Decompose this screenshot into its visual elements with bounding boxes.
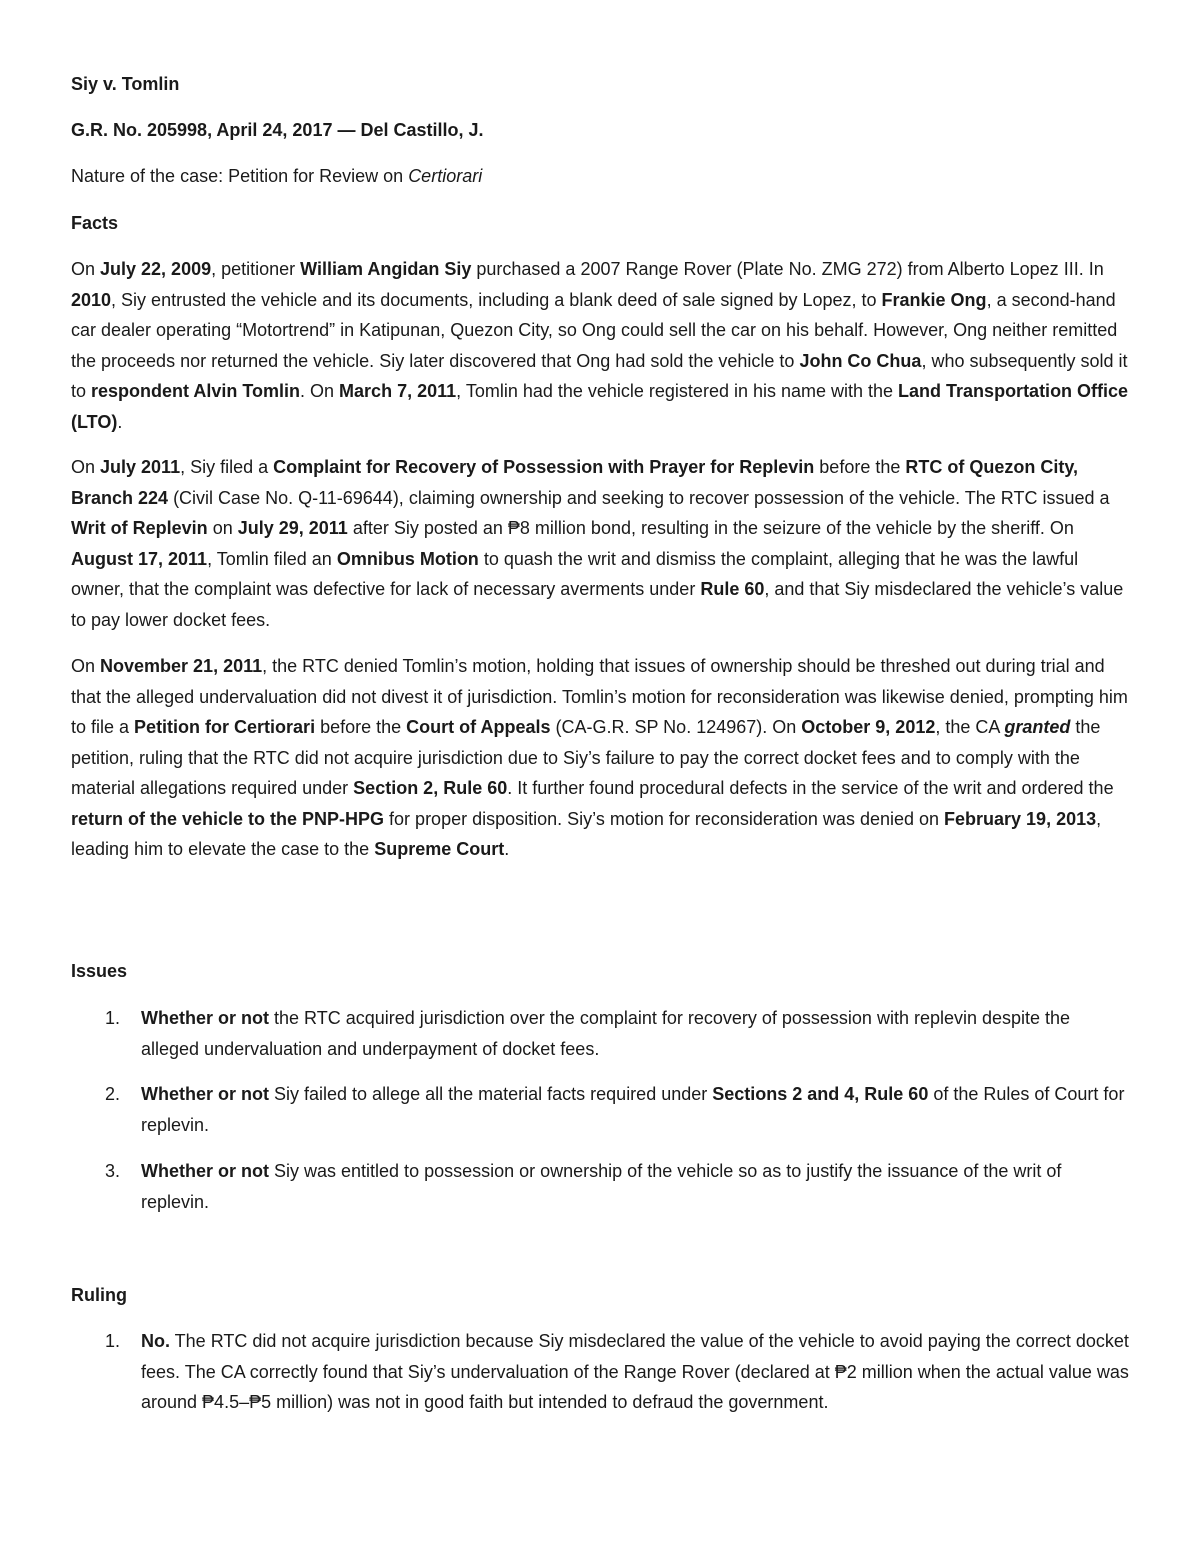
issues-heading: Issues bbox=[71, 961, 128, 981]
nature-of-case bbox=[71, 161, 482, 192]
issue-number: 1. bbox=[105, 1008, 121, 1028]
facts-heading: Facts bbox=[71, 213, 119, 233]
issue-number: 2. bbox=[105, 1084, 121, 1104]
issue-text: Whether or not Siy was entitled to possession or ownership of the vehicle so as to justify the issuance of the writ of replevin. bbox=[141, 1161, 1062, 1212]
issue-text: Whether or not the RTC acquired jurisdiction over the complaint for recovery of possession with replevin despite the alleged undervaluation and underpayment of docket fees. bbox=[141, 1008, 1071, 1059]
facts-paragraph-3: On November 21, 2011, the RTC denied Tomlin’s motion, holding that issues of ownership should be threshed out during trial and that the alleged undervaluation did not divest it of jurisdiction. Tomlin’s motion for reconsideration was likewise denied, prompting him to file a Petition for Certiorari before the Court of Appeals (CA-G.R. SP No. 124967). On October 9, 2012, the CA granted the petition, ruling that the RTC did not acquire jurisdiction due to Siy’s failure to pay the correct docket fees and to comply with the material allegations required under Section 2, Rule 60. It further found procedural defects in the service of the writ and ordered the return of the vehicle to the PNP-HPG for proper disposition. Siy’s motion for reconsideration was denied on February 19, 2013, leading him to elevate the case to the Supreme Court. bbox=[71, 656, 1128, 859]
facts-paragraph-1: On July 22, 2009, petitioner William Angidan Siy purchased a 2007 Range Rover (Plate No. ZMG 272) from Alberto Lopez III. In 2010, Siy entrusted the vehicle and its documents, including a blank deed of sale signed by Lopez, to Frankie Ong, a second-hand car dealer operating “Motortrend” in Katipunan, Quezon City, so Ong could sell the car on his behalf. However, Ong neither remitted the proceeds nor returned the vehicle. Siy later discovered that Ong had sold the vehicle to John Co Chua, who subsequently sold it to respondent Alvin Tomlin. On March 7, 2011, Tomlin had the vehicle registered in his name with the Land Transportation Office (LTO). bbox=[71, 259, 1129, 432]
nature-label: Nature of the case: Petition for Review on bbox=[71, 166, 409, 186]
case-title: Siy v. Tomlin bbox=[71, 74, 180, 94]
issue-number: 3. bbox=[105, 1161, 121, 1181]
ruling-number: 1. bbox=[105, 1331, 121, 1351]
ruling-heading: Ruling bbox=[71, 1285, 127, 1305]
case-citation: G.R. No. 205998, April 24, 2017 — Del Castillo, J. bbox=[71, 120, 484, 140]
ruling-text: No. The RTC did not acquire jurisdiction because Siy misdeclared the value of the vehicle to avoid paying the correct docket fees. The CA correctly found that Siy’s undervaluation of the Range Rover (declared at ₱2 million when the actual value was around ₱4.5–₱5 million) was not in good faith but intended to defraud the government. bbox=[141, 1331, 1129, 1412]
issue-text: Whether or not Siy failed to allege all the material facts required under Sections 2 and 4, Rule 60 of the Rules of Court for replevin. bbox=[141, 1084, 1125, 1135]
facts-paragraph-2: On July 2011, Siy filed a Complaint for Recovery of Possession with Prayer for Replevin before the RTC of Quezon City, Branch 224 (Civil Case No. Q-11-69644), claiming ownership and seeking to recover possession of the vehicle. The RTC issued a Writ of Replevin on July 29, 2011 after Siy posted an ₱8 million bond, resulting in the seizure of the vehicle by the sheriff. On August 17, 2011, Tomlin filed an Omnibus Motion to quash the writ and dismiss the complaint, alleging that he was the lawful owner, that the complaint was defective for lack of necessary averments under Rule 60, and that Siy misdeclared the vehicle’s value to pay lower docket fees. bbox=[71, 457, 1124, 630]
nature-italic: Certiorari bbox=[408, 166, 483, 186]
